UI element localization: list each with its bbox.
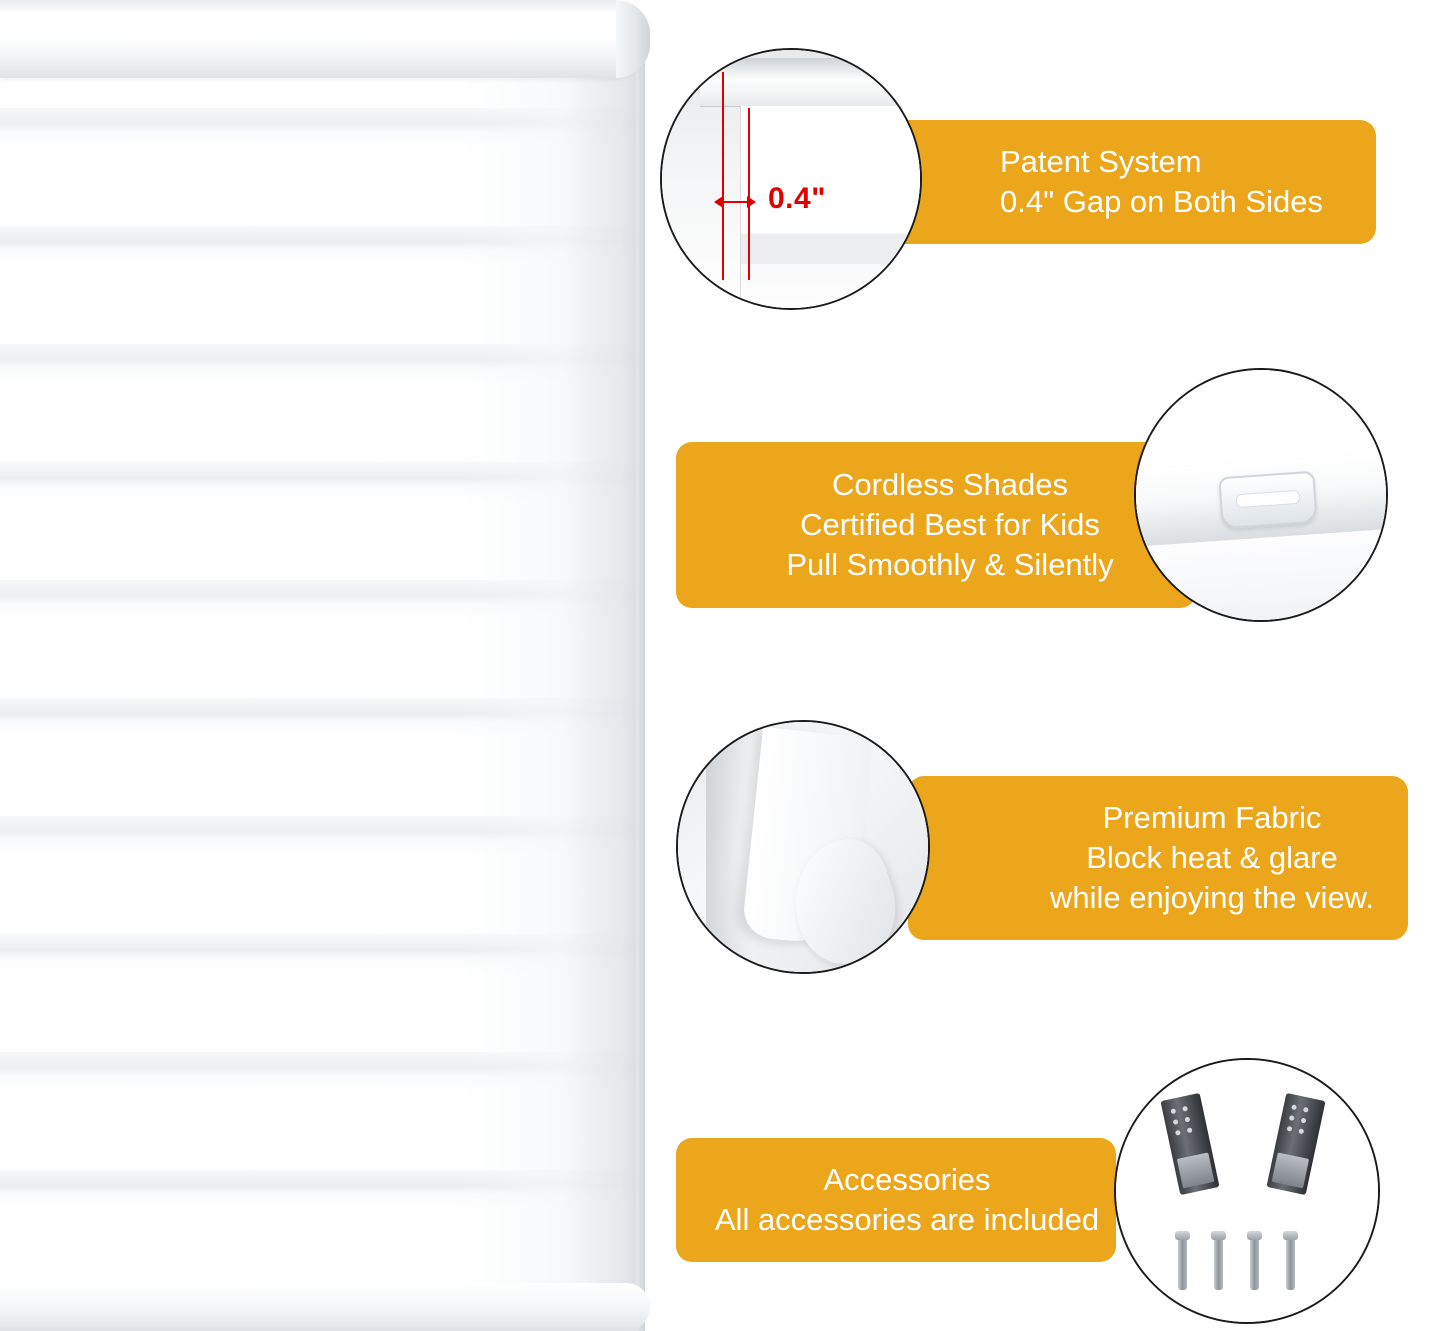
patent-scene bbox=[662, 50, 920, 308]
callout-cordless-shades bbox=[676, 442, 1196, 608]
accessories-scene bbox=[1116, 1060, 1378, 1322]
fabric-scene bbox=[678, 722, 928, 972]
product-photo bbox=[0, 0, 660, 1331]
callout-accessories bbox=[676, 1138, 1116, 1262]
patent-measure-line-right bbox=[748, 108, 750, 280]
shade-bottom-rail bbox=[0, 1283, 650, 1331]
photo-accessories-closeup bbox=[1114, 1058, 1380, 1324]
shade-fabric-panel bbox=[0, 62, 641, 1331]
callout-patent-line-2: 0.4" Gap on Both Sides bbox=[1000, 184, 1323, 219]
photo-patent-closeup bbox=[660, 48, 922, 310]
shade-roller-tube bbox=[0, 0, 650, 78]
patent-measure-arrow-icon bbox=[714, 196, 756, 208]
patent-headrail bbox=[700, 58, 922, 107]
photo-fabric-closeup bbox=[676, 720, 930, 974]
callout-fabric-line-3: while enjoying the view. bbox=[1050, 879, 1374, 915]
callout-fabric-line-1: Premium Fabric bbox=[1102, 800, 1322, 836]
mounting-bracket-right bbox=[1266, 1093, 1325, 1195]
callout-cordless-line-2: Certified Best for Kids bbox=[800, 507, 1100, 543]
callout-accessories-line-2: All accessories are included bbox=[714, 1202, 1100, 1237]
screw-3 bbox=[1250, 1238, 1259, 1290]
callout-patent-system bbox=[876, 120, 1376, 244]
screw-1 bbox=[1178, 1238, 1187, 1290]
feature-cordless-shades bbox=[676, 368, 1416, 638]
callout-fabric-line-2: Block heat & glare bbox=[1086, 840, 1338, 876]
mounting-bracket-left bbox=[1160, 1093, 1219, 1195]
callout-premium-fabric bbox=[908, 776, 1408, 940]
callout-cordless-line-3: Pull Smoothly & Silently bbox=[786, 546, 1114, 582]
feature-premium-fabric bbox=[676, 720, 1436, 990]
callout-accessories-line-1: Accessories bbox=[823, 1162, 991, 1198]
screw-2 bbox=[1214, 1238, 1223, 1290]
feature-patent-system bbox=[660, 24, 1420, 324]
callout-cordless-line-1: Cordless Shades bbox=[831, 467, 1069, 503]
callout-patent-line-1: Patent System bbox=[1000, 144, 1202, 180]
photo-cordless-closeup bbox=[1134, 368, 1388, 622]
screw-4 bbox=[1286, 1238, 1295, 1290]
feature-accessories bbox=[676, 1058, 1436, 1328]
cordless-scene bbox=[1136, 370, 1386, 620]
shade-right-edge bbox=[636, 62, 645, 1331]
cordless-handle bbox=[1218, 471, 1317, 530]
patent-measure-line-left bbox=[722, 72, 724, 280]
patent-gap-label: 0.4" bbox=[768, 182, 826, 215]
fabric-shadow bbox=[706, 722, 752, 972]
